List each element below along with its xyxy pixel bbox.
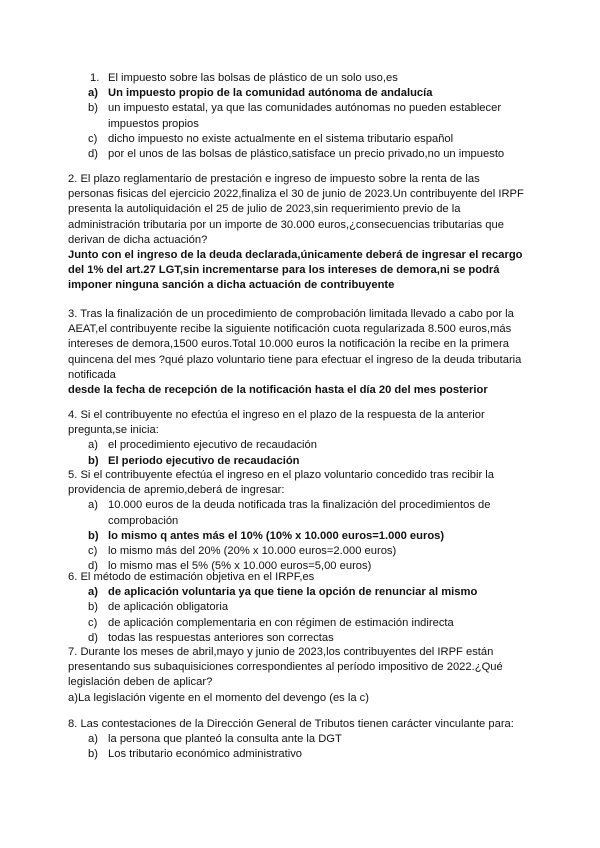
option-c <box>68 544 528 559</box>
option-text: la persona que planteó la consulta ante la DGT <box>108 733 342 746</box>
option-b <box>68 454 528 469</box>
question-6 <box>68 570 528 646</box>
option-text: dicho impuesto no existe actualmente en el sistema tributario español <box>108 132 454 145</box>
answer-text: a)La legislación vigente en el momento del devengo (es la c) <box>68 691 369 704</box>
option-text: Los tributario económico administrativo <box>108 748 303 761</box>
option-text: lo mismo más del 20% (20% x 10.000 euros=2.000 euros) <box>108 545 397 558</box>
question-text: 5. Si el contribuyente efectúa el ingreso en el plazo voluntario concedido tras recibir la providencia de apremio,deberá de ingresar: <box>68 469 494 497</box>
option-text: el procedimiento ejecutivo de recaudación <box>108 439 317 452</box>
question-8 <box>68 717 528 763</box>
option-label: a) <box>88 586 98 599</box>
option-a <box>68 732 528 747</box>
option-b <box>68 747 528 762</box>
question-2 <box>68 172 528 294</box>
option-label: a) <box>88 439 98 452</box>
question-1-stem <box>68 71 538 86</box>
option-a <box>68 86 538 101</box>
option-label: a) <box>88 87 98 100</box>
option-label: c) <box>88 545 98 558</box>
question-5 <box>68 468 528 574</box>
question-text: 3. Tras la finalización de un procedimiento de comprobación limitada llevado a cabo por la AEAT,el contribuyente recibe la siguiente notificación cuota regularizada 8.500 euros,más intereses de demora,1500 euros.Total 10.000 euros la notificación la recibe en la primera quincena del mes ?qué plazo voluntario tiene para efectuar el ingreso de la deuda tributaria notificada <box>68 308 522 381</box>
option-label: b) <box>88 454 99 467</box>
option-label: b) <box>88 102 98 115</box>
option-d <box>68 147 538 162</box>
option-text: de aplicación complementaria en con régimen de estimación indirecta <box>108 616 454 629</box>
option-text: de aplicación obligatoria <box>108 601 229 614</box>
option-label: a) <box>88 733 98 746</box>
option-a <box>68 498 528 528</box>
option-text: 10.000 euros de la deuda notificada tras la finalización del procedimientos de comprobación <box>108 499 491 527</box>
answer-text: Junto con el ingreso de la deuda declarada,únicamente deberá de ingresar el recargo del 1% del art.27 LGT,sin incrementarse para los intereses de demora,ni se podrá imponer ninguna sanción a dicha actuación de contribuyente <box>68 249 523 292</box>
option-label: d) <box>88 560 98 573</box>
option-text: por el unos de las bolsas de plástico,satisface un precio privado,no un impuesto <box>108 148 505 161</box>
question-3 <box>68 307 528 398</box>
option-label: c) <box>88 616 98 629</box>
option-label: b) <box>88 529 99 542</box>
question-number: 1. <box>90 72 100 84</box>
option-c <box>68 616 528 631</box>
option-text: un impuesto estatal, ya que las comunidades autónomas no pueden establecer impuestos propios <box>108 102 502 130</box>
option-d <box>68 631 528 646</box>
question-1 <box>68 71 538 162</box>
option-label: d) <box>88 631 98 644</box>
option-text: Un impuesto propio de la comunidad autónoma de andalucía <box>108 87 433 100</box>
answer-text: desde la fecha de recepción de la notificación hasta el día 20 del mes posterior <box>68 384 488 397</box>
option-b <box>68 600 528 615</box>
question-text: El impuesto sobre las bolsas de plástico de un solo uso,es <box>108 72 398 84</box>
option-label: b) <box>88 601 98 614</box>
question-text: 8. Las contestaciones de la Dirección General de Tributos tienen carácter vinculante para: <box>68 718 514 730</box>
question-text: 4. Si el contribuyente no efectúa el ingreso en el plazo de la respuesta de la anterior pregunta,se inicia: <box>68 409 485 437</box>
question-7 <box>68 645 528 706</box>
option-text: lo mismo q antes más el 10% (10% x 10.000 euros=1.000 euros) <box>108 529 445 542</box>
option-b <box>68 529 528 544</box>
option-label: d) <box>88 148 98 161</box>
question-text: 6. El método de estimación objetiva en el IRPF,es <box>68 571 315 583</box>
question-4 <box>68 408 528 469</box>
question-text: 2. El plazo reglamentario de prestación e ingreso de impuesto sobre la renta de las personas fisicas del ejercicio 2022,finaliza el 30 de junio de 2023.Un contribuyente del IRPF presenta la autoliquidación el 25 de julio de 2023,sin requerimiento previo de la administración tributaria por un importe de 30.000 euros,¿consecuencias tributarias que derivan de dicha actuación? <box>68 173 524 246</box>
option-a <box>68 585 528 600</box>
option-text: El periodo ejecutivo de recaudación <box>108 454 300 467</box>
option-b <box>68 101 538 131</box>
option-label: a) <box>88 499 98 512</box>
question-text: 7. Durante los meses de abril,mayo y junio de 2023,los contribuyentes del IRPF están presentando sus subaquisiciones correspondientes al período impositivo de 2022.¿Qué legislación deben de aplicar? <box>68 646 503 689</box>
option-label: c) <box>88 132 98 145</box>
option-text: lo mismo mas el 5% (5% x 10.000 euros=5,00 euros) <box>108 560 372 573</box>
option-text: de aplicación voluntaria ya que tiene la opción de renunciar al mismo <box>108 586 478 599</box>
option-a <box>68 438 528 453</box>
option-label: b) <box>88 748 98 761</box>
option-c <box>68 132 538 147</box>
option-text: todas las respuestas anteriores son correctas <box>108 631 334 644</box>
